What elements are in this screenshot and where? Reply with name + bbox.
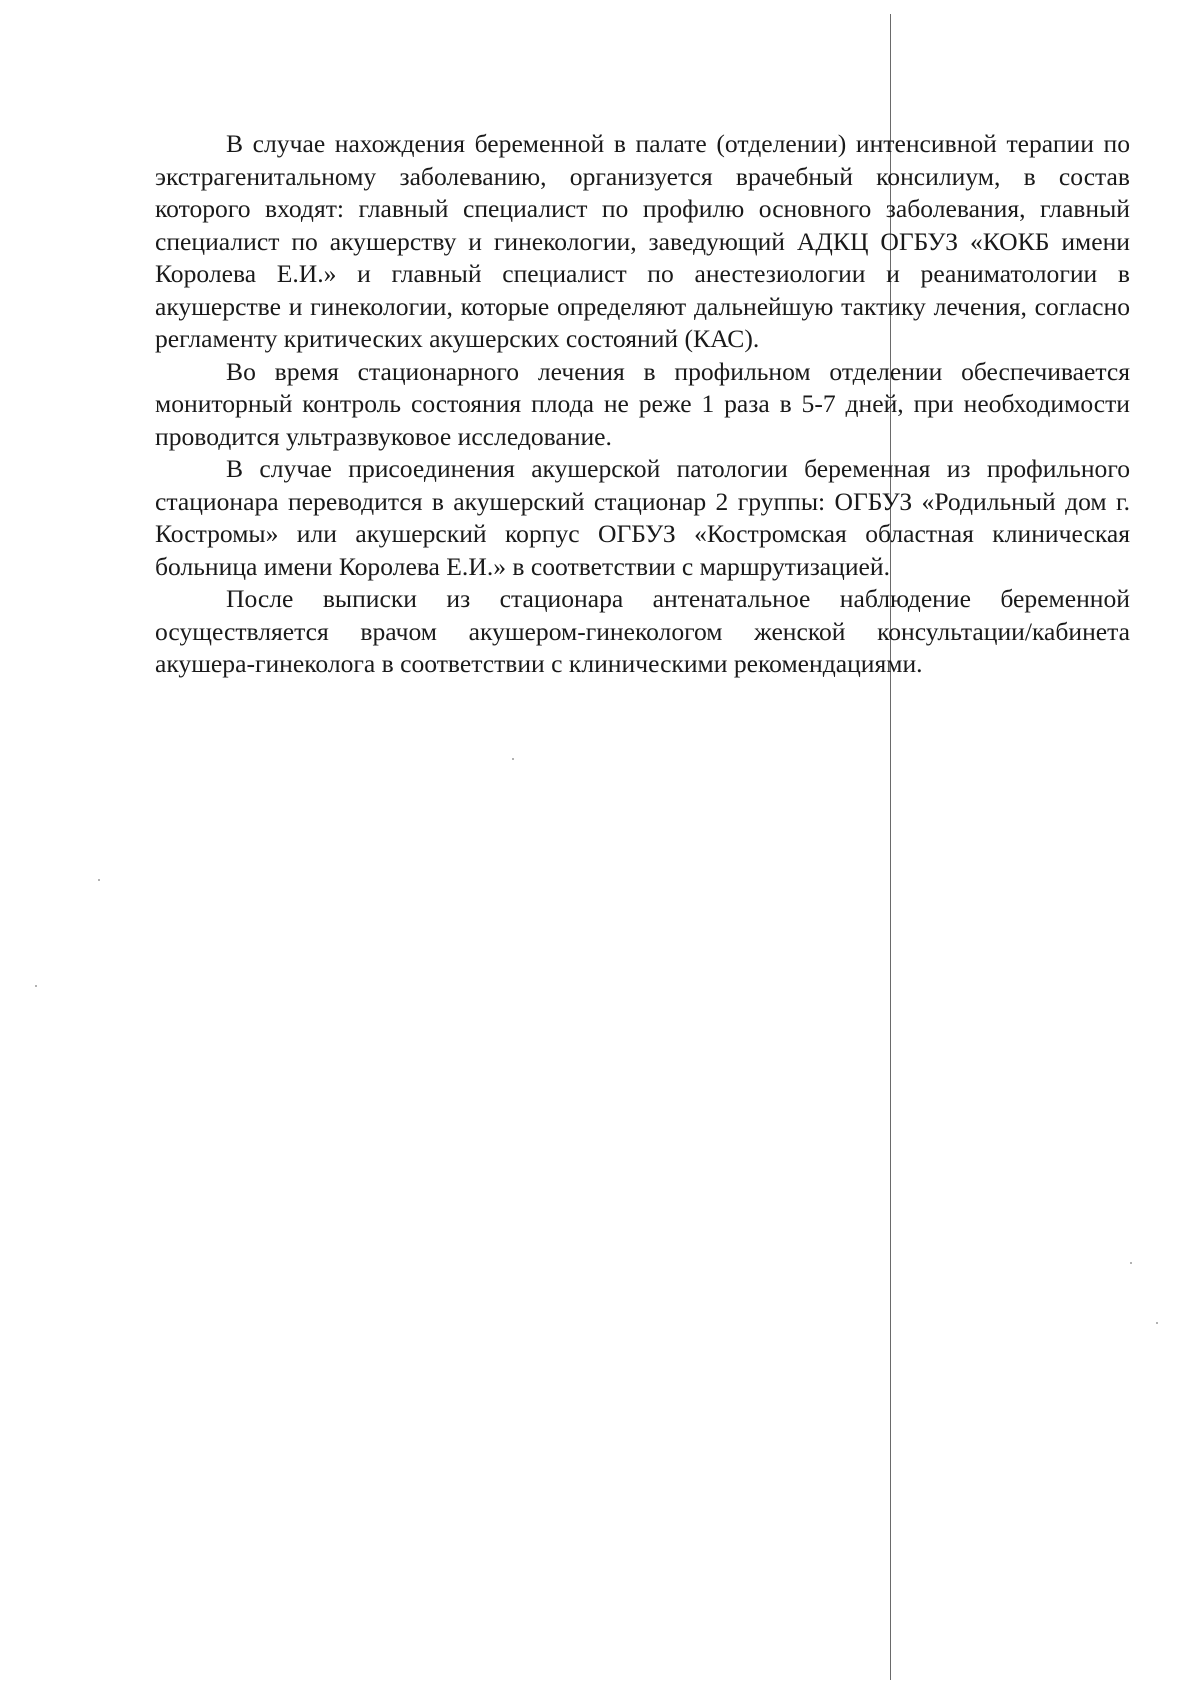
- paragraph-obstetric-transfer: В случае присоединения акушерской патологии беременная из профильного стационара переводится в акушерский стационар 2 группы: ОГБУЗ «Родильный дом г. Костромы» или акушерский корпус ОГБУЗ «Костромская областная клиническая больница имени Королева Е.И.» в соответствии с маршрутизацией.: [155, 454, 1130, 581]
- scan-speck: [35, 985, 37, 987]
- scan-speck: [1130, 1262, 1132, 1264]
- scan-speck: [1156, 1322, 1158, 1324]
- scan-speck: [512, 758, 514, 760]
- paragraph-inpatient-monitoring: Во время стационарного лечения в профильном отделении обеспечивается мониторный контроль состояния плода не реже 1 раза в 5-7 дней, при необходимости проводится ультразвуковое исследование.: [155, 356, 1130, 451]
- paragraph-post-discharge-observation: После выписки из стационара антенатальное наблюдение беременной осуществляется врачом акушером-гинекологом женской консультации/кабинета акушера-гинеколога в соответствии с клиническими рекомендациями.: [155, 584, 1130, 678]
- scan-speck: [98, 879, 100, 881]
- document-body: [155, 128, 1130, 681]
- paragraph-intensive-care-consilium: В случае нахождения беременной в палате (отделении) интенсивной терапии по экстрагенитальному заболеванию, организуется врачебный консилиум, в состав которого входят: главный специалист по профилю основного заболевания, главный специалист по акушерству и гинекологии, заведующий АДКЦ ОГБУЗ «КОКБ имени Королева Е.И.» и главный специалист по анестезиологии и реаниматологии в акушерстве и гинекологии, которые определяют дальнейшую тактику лечения, согласно регламенту критических акушерских состояний (КАС).: [155, 129, 1130, 353]
